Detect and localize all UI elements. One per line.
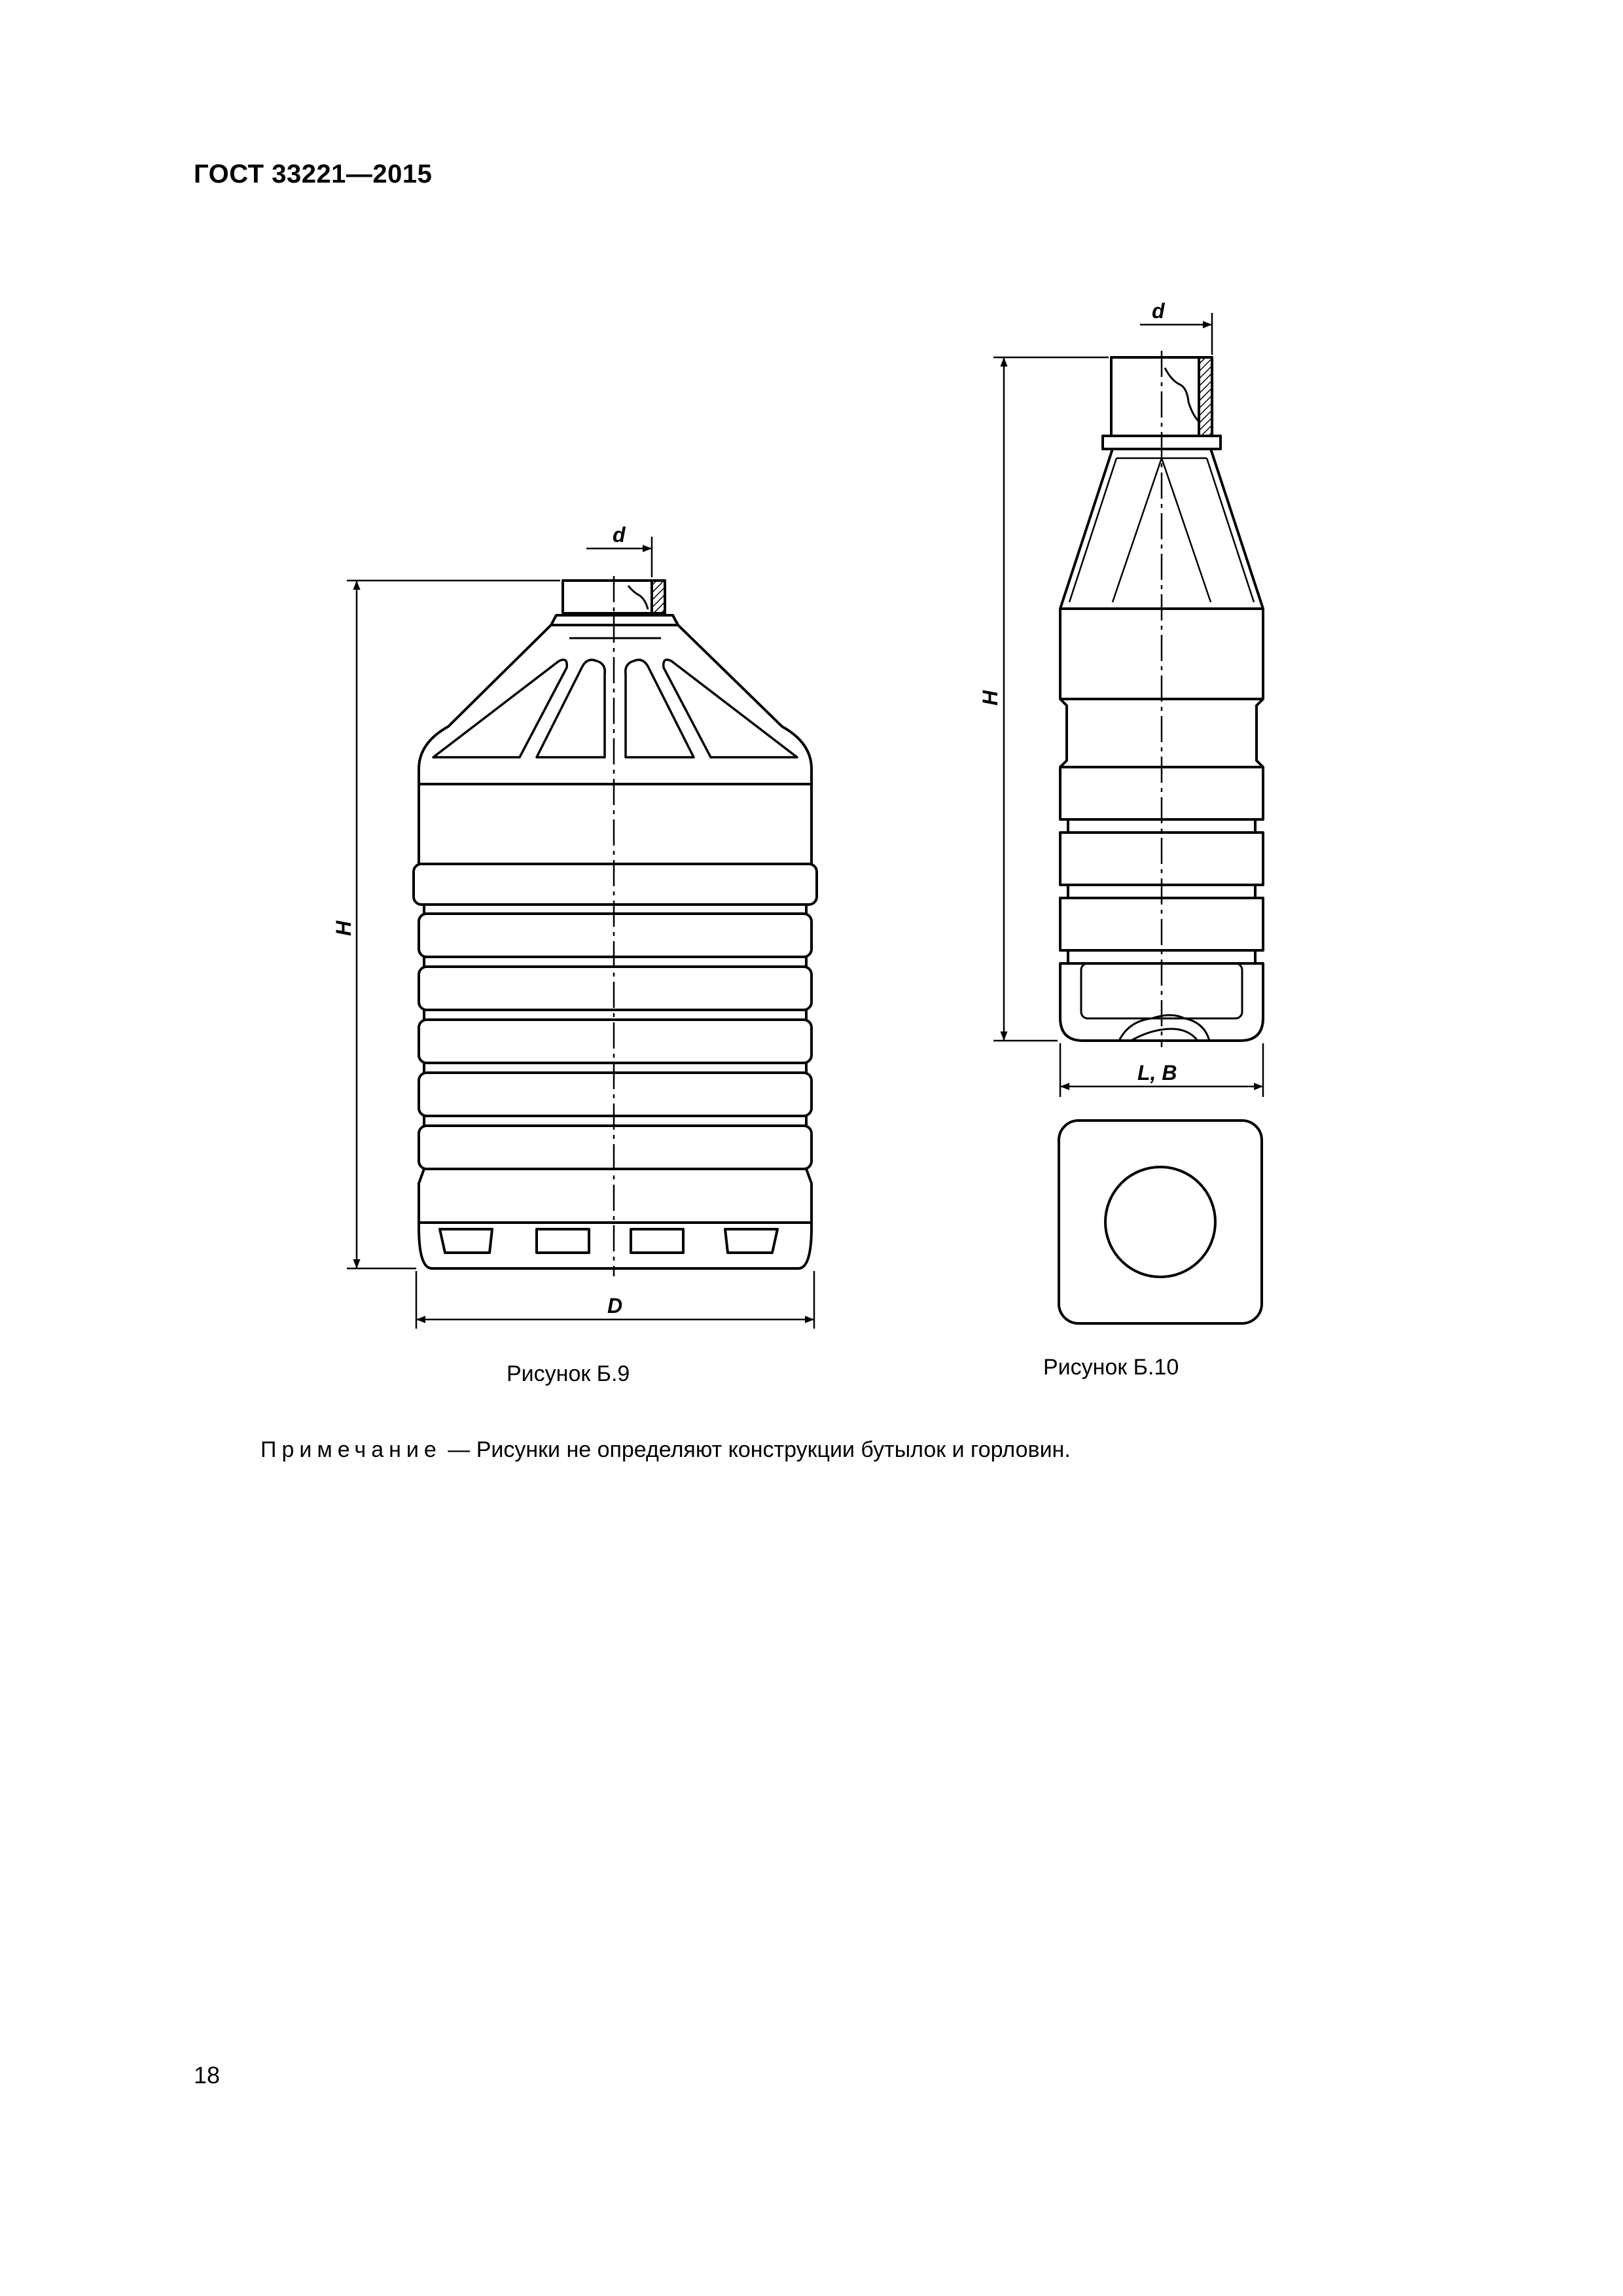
- note: [260, 1437, 1071, 1463]
- b9-base-window: [631, 1229, 683, 1253]
- bottle-b9: [414, 581, 817, 1268]
- b9-rib: [419, 1073, 812, 1116]
- b9-rib: [414, 864, 817, 905]
- b9-dim-D-label: D: [607, 1294, 623, 1318]
- b9-rib: [419, 1020, 812, 1063]
- b10-top-view: [1059, 1121, 1262, 1323]
- b9-shoulder-panel: [626, 660, 694, 757]
- b9-shoulder-panel: [537, 660, 605, 757]
- b9-rib: [419, 914, 812, 957]
- b9-rib: [419, 967, 812, 1010]
- b9-base-window: [440, 1229, 492, 1253]
- b9-rib: [419, 1126, 812, 1169]
- note-label: Примечание: [260, 1437, 442, 1462]
- b9-shoulder: [419, 625, 812, 784]
- b10-dim-lb-label: L, B: [1137, 1061, 1177, 1085]
- b9-dim-d-label: d: [613, 523, 626, 547]
- b9-dimensions: [347, 537, 814, 1329]
- b10-neck-hatch: [1199, 357, 1212, 436]
- b10-dimensions: [993, 313, 1263, 1097]
- b9-base-window: [537, 1229, 589, 1253]
- note-text: — Рисунки не определяют конструкции бутылок и горловин.: [441, 1437, 1071, 1462]
- b9-neck-hatch: [652, 581, 665, 613]
- b10-dim-h-label: H: [978, 690, 1002, 706]
- figure-b9-caption: Рисунок Б.9: [507, 1361, 630, 1386]
- b9-base-window: [725, 1229, 777, 1253]
- page-number: 18: [194, 2062, 221, 2089]
- figure-b10-caption: Рисунок Б.10: [1043, 1355, 1179, 1380]
- document-header: ГОСТ 33221—2015: [194, 160, 433, 188]
- b10-dim-d-label: d: [1152, 299, 1165, 323]
- b9-dim-h-label: H: [332, 920, 355, 936]
